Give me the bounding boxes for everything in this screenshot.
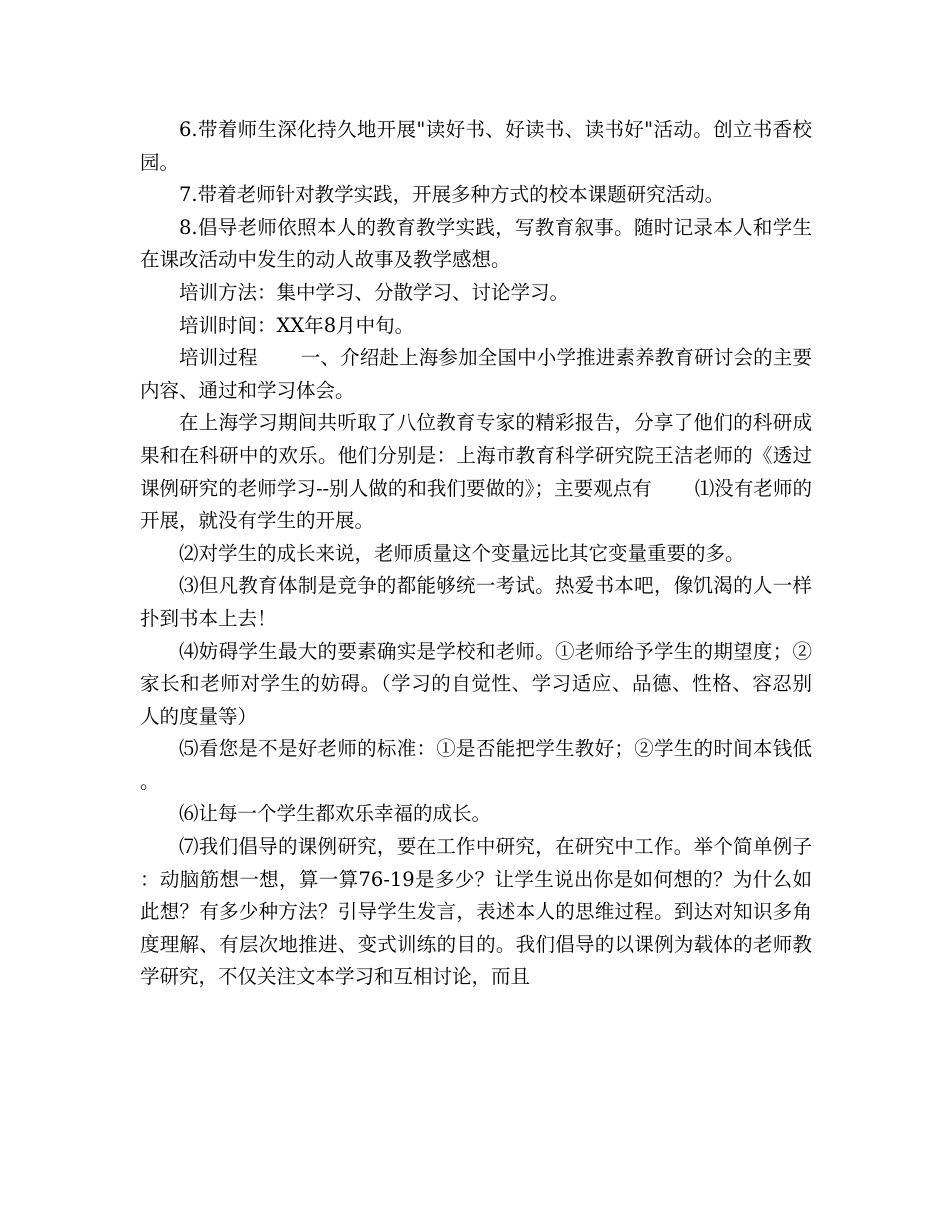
training-process-text: 一、介绍赴上海参加全国中小学推进素养教育研讨会的主要内容、通过和学习体会。 [140, 346, 812, 402]
training-time: 培训时间：XX年8月中旬。 [179, 313, 415, 337]
training-method: 培训方法：集中学习、分散学习、讨论学习。 [179, 280, 570, 304]
point-4: ⑷妨碍学生最大的要素确实是学校和老师。①老师给予学生的期望度；②家长和老师对学生的妨碍。（学习的自觉性、学习适应、品德、性格、容忍别人的度量等） [140, 639, 812, 728]
point-5: ⑸看您是不是好老师的标准：①是否能把学生教好；②学生的时间本钱低。 [140, 737, 812, 793]
point-2: ⑵对学生的成长来说，老师质量这个变量远比其它变量重要的多。 [179, 541, 745, 565]
paragraph-item-7: 7.带着老师针对教学实践，开展多种方式的校本课题研究活动。 [179, 183, 725, 207]
point-7: ⑺我们倡导的课例研究，要在工作中研究，在研究中工作。举个简单例子：动脑筋想一想，算一算76-19是多少？让学生说出你是如何想的？为什么如此想？有多少种方法？引导学生发言，表述本人的思维过程。到达对知识多角度理解、有层次地推进、变式训练的目的。我们倡导的以课例为载体的老师教学研究，不仅关注文本学习和互相讨论，而且 [140, 835, 812, 989]
training-process-label: 培训过程 [179, 346, 258, 370]
training-process [140, 342, 812, 407]
point-3: ⑶但凡教育体制是竞争的都能够统一考试。热爱书本吧，像饥渴的人一样扑到书本上去！ [140, 574, 812, 630]
point-1: ⑴没有老师的开展，就没有学生的开展。 [140, 476, 812, 533]
shanghai-study-text: 在上海学习期间共听取了八位教育专家的精彩报告，分享了他们的科研成果和在科研中的欢乐。他们分别是：上海市教育科学研究院王洁老师的《透过课例研究的老师学习--别人做的和我们要做的》；主要观点有 [140, 411, 812, 500]
point-6: ⑹让每一个学生都欢乐幸福的成长。 [179, 802, 492, 826]
document-page [140, 114, 812, 994]
paragraph-item-6: 6.带着师生深化持久地开展"读好书、好读书、读书好"活动。创立书香校园。 [140, 118, 812, 174]
shanghai-study-paragraph [140, 407, 812, 537]
paragraph-item-8: 8.倡导老师依照本人的教育教学实践，写教育叙事。随时记录本人和学生在课改活动中发生的动人故事及教学感想。 [140, 215, 812, 272]
